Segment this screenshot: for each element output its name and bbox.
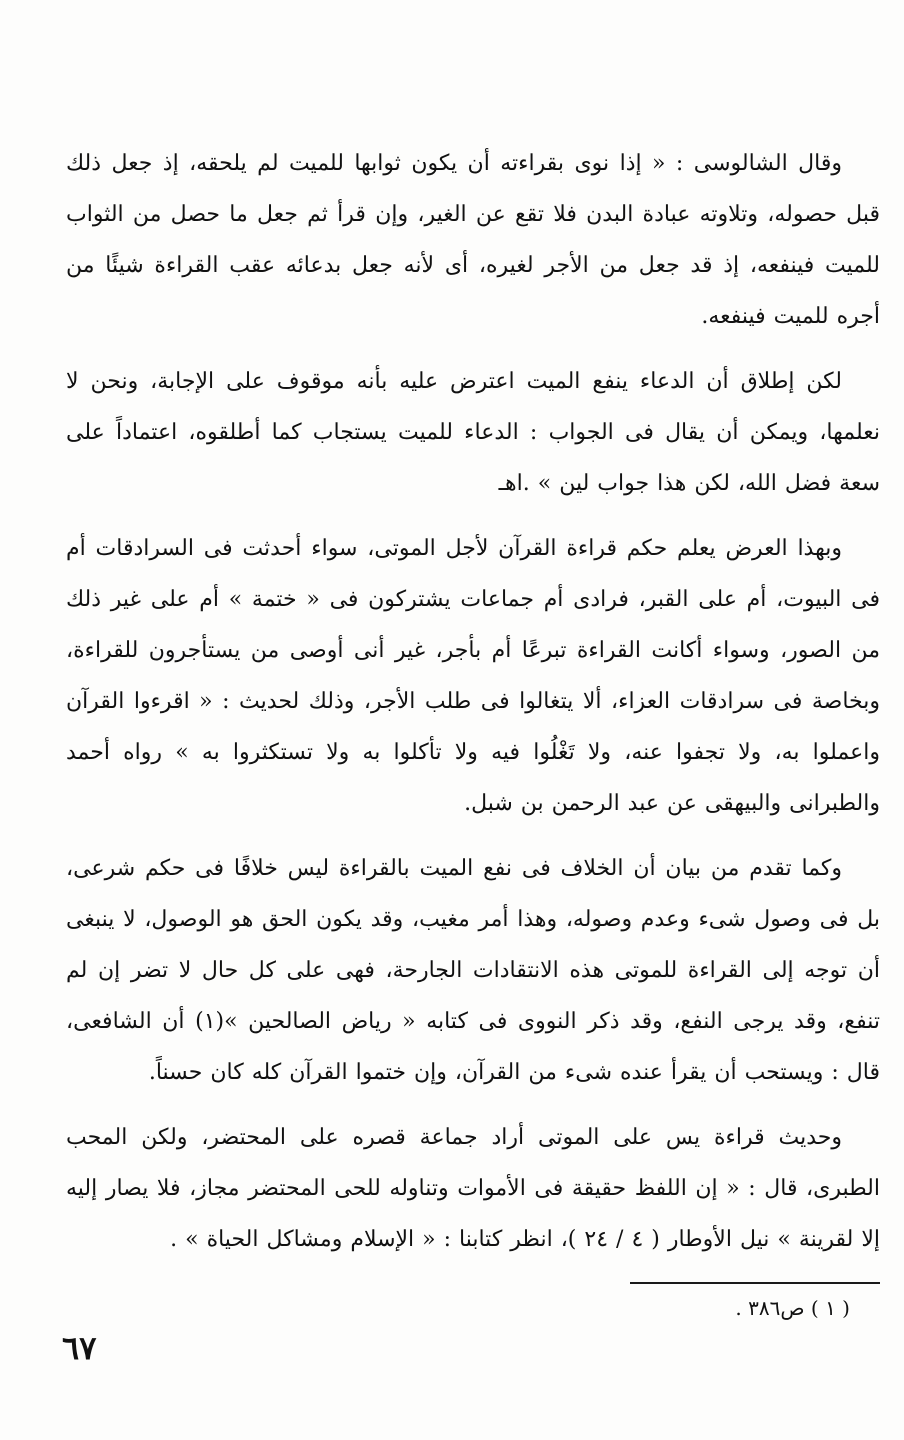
footnote: ( ١ ) ص٣٨٦ . bbox=[735, 1296, 850, 1320]
page-number: ٦٧ bbox=[62, 1329, 97, 1367]
main-text bbox=[66, 138, 880, 1279]
paragraph-3: وبهذا العرض يعلم حكم قراءة القرآن لأجل الموتى، سواء أحدثت فى السرادقات أم فى البيوت، أم على القبر، فرادى أم جماعات يشتركون فى « ختمة » أم على غير ذلك من الصور، وسواء أكانت القراءة تبرعًا أم بأجر، غير أنى أوصى من يستأجرون للقراءة، وبخاصة فى سرادقات العزاء، ألا يتغالوا فى طلب الأجر، وذلك لحديث : « اقرءوا القرآن واعملوا به، ولا تجفوا عنه، ولا تَغْلُوا فيه ولا تأكلوا به ولا تستكثروا به » رواه أحمد والطبرانى والبيهقى عن عبد الرحمن بن شبل. bbox=[66, 536, 880, 816]
paragraph-4: وكما تقدم من بيان أن الخلاف فى نفع الميت بالقراءة ليس خلافًا فى حكم شرعى، بل فى وصول شىء وعدم وصوله، وهذا أمر مغيب، وقد يكون الحق هو الوصول، لا ينبغى أن توجه إلى القراءة للموتى هذه الانتقادات الجارحة، فهى على كل حال لا تضر إن لم تنفع، وقد يرجى النفع، وقد ذكر النووى فى كتابه « رياض الصالحين »(١) أن الشافعى، قال : ويستحب أن يقرأ عنده شىء من القرآن، وإن ختموا القرآن كله كان حسناً. bbox=[66, 856, 880, 1085]
footnote-divider bbox=[630, 1282, 880, 1284]
paragraph-1: وقال الشالوسى : « إذا نوى بقراءته أن يكون ثوابها للميت لم يلحقه، إذ جعل ذلك قبل حصوله، وتلاوته عبادة البدن فلا تقع عن الغير، وإن قرأ ثم جعل ما حصل من الثواب للميت فينفعه، إذ قد جعل من الأجر لغيره، أى لأنه جعل بدعائه عقب القراءة شيئًا من أجره للميت فينفعه. bbox=[66, 151, 880, 329]
paragraph-2: لكن إطلاق أن الدعاء ينفع الميت اعترض عليه بأنه موقوف على الإجابة، ونحن لا نعلمها، ويمكن أن يقال فى الجواب : الدعاء للميت يستجاب كما أطلقوه، اعتماداً على سعة فضل الله، لكن هذا جواب لين » .اهـ bbox=[66, 369, 881, 496]
paragraph-5: وحديث قراءة يس على الموتى أراد جماعة قصره على المحتضر، ولكن المحب الطبرى، قال : « إن اللفظ حقيقة فى الأموات وتناوله للحى المحتضر مجاز، فلا يصار إليه إلا لقرينة » نيل الأوطار ( ٤ / ٢٤ )، انظر كتابنا : « الإسلام ومشاكل الحياة » . bbox=[66, 1125, 880, 1252]
